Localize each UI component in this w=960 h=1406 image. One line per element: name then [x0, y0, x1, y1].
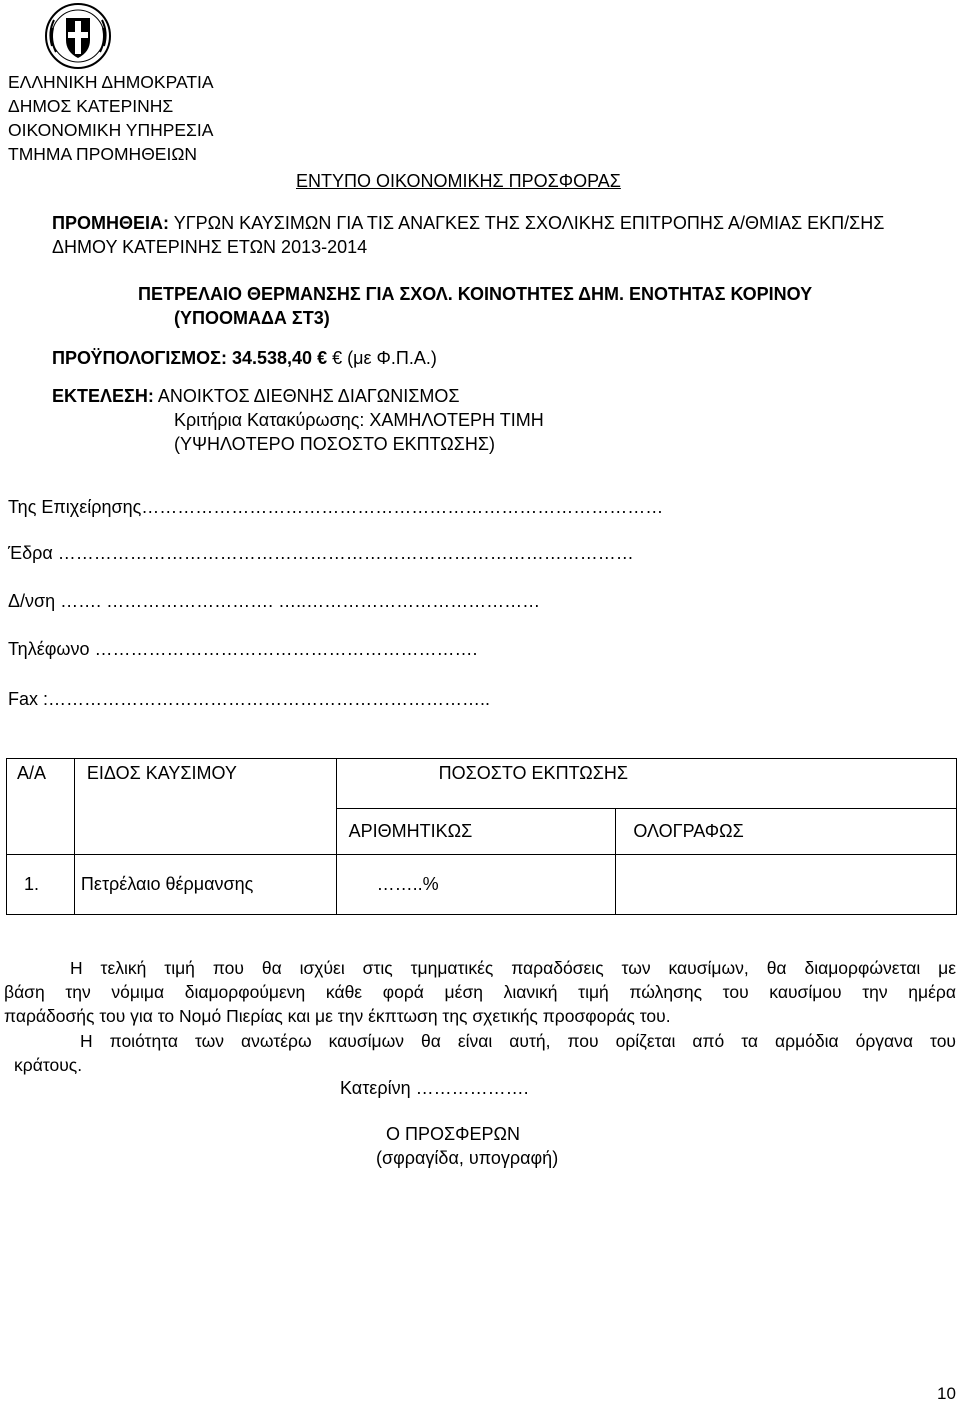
signature-title: Ο ΠΡΟΣΦΕΡΩΝ	[386, 1124, 520, 1144]
row-fuel: Πετρέλαιο θέρμανσης	[74, 855, 336, 915]
seat-field[interactable]: Έδρα ……………………………………………………………………………………	[8, 543, 634, 563]
subject-line2: (ΥΠΟΟΜΑΔΑ ΣΤ3)	[174, 308, 330, 328]
budget-label: ΠΡΟΫΠΟΛΟΓΙΣΜΟΣ:	[52, 348, 227, 368]
budget-note: € (με Φ.Π.Α.)	[332, 348, 437, 368]
execution-label: ΕΚΤΕΛΕΣΗ:	[52, 386, 154, 406]
price-paragraph-line3: παράδοσής του για το Νομό Πιερίας και με την έκπτωση της σχετικής προσφοράς του.	[4, 1006, 671, 1026]
supply-line	[52, 213, 884, 234]
subject-line1: ΠΕΤΡΕΛΑΙΟ ΘΕΡΜΑΝΣΗΣ ΓΙΑ ΣΧΟΛ. ΚΟΙΝΟΤΗΤΕΣ ΔΗΜ. ΕΝΟΤΗΤΑΣ ΚΟΡΙΝΟΥ	[138, 284, 813, 304]
execution-line	[52, 386, 459, 407]
supply-text-line2: ΔΗΜΟΥ ΚΑΤΕΡΙΝΗΣ ΕΤΩΝ 2013-2014	[52, 237, 368, 257]
col-header-aa: Α/Α	[7, 759, 75, 855]
greek-emblem-icon	[44, 2, 112, 70]
header-line-municipality: ΔΗΜΟΣ ΚΑΤΕΡΙΝΗΣ	[8, 96, 174, 116]
header-line-department: ΤΜΗΜΑ ΠΡΟΜΗΘΕΙΩΝ	[8, 144, 198, 164]
fax-field[interactable]: Fax :………………………………………………………………..	[8, 689, 491, 709]
offer-table	[6, 758, 957, 915]
page-number: 10	[937, 1384, 956, 1403]
award-criteria: Κριτήρια Κατακύρωσης: ΧΑΜΗΛΟΤΕΡΗ ΤΙΜΗ	[174, 410, 544, 430]
header-line-service: ΟΙΚΟΝΟΜΙΚΗ ΥΠΗΡΕΣΙΑ	[8, 120, 214, 140]
quality-paragraph-line1: Η ποιότητα των ανωτέρω καυσίμων θα είναι αυτή, που ορίζεται από τα αρμόδια όργανα του	[80, 1031, 956, 1051]
col-header-discount: ΠΟΣΟΣΤΟ ΕΚΠΤΩΣΗΣ	[336, 759, 956, 809]
price-paragraph-line2: βάση την νόμιμα διαμορφούμενη κάθε φορά μέση λιανική τιμή πώλησης του καυσίμου την ημέρα	[4, 982, 956, 1002]
quality-paragraph	[14, 1029, 956, 1077]
company-field[interactable]: Της Επιχείρησης……………………………………………………………………………	[8, 497, 664, 517]
col-header-numeric: ΑΡΙΘΜΗΤΙΚΩΣ	[336, 809, 616, 855]
supply-text: ΥΓΡΩΝ ΚΑΥΣΙΜΩΝ ΓΙΑ ΤΙΣ ΑΝΑΓΚΕΣ ΤΗΣ ΣΧΟΛΙΚΗΣ ΕΠΙΤΡΟΠΗΣ Α/ΘΜΙΑΣ ΕΚΠ/ΣΗΣ	[173, 213, 885, 233]
header-line-republic: ΕΛΛΗΝΙΚΗ ΔΗΜΟΚΡΑΤΙΑ	[8, 72, 214, 92]
row-discount-words[interactable]	[616, 855, 957, 915]
form-title: ΕΝΤΥΠΟ ΟΙΚΟΝΟΜΙΚΗΣ ΠΡΟΣΦΟΡΑΣ	[296, 171, 621, 191]
quality-paragraph-line2: κράτους.	[14, 1055, 83, 1075]
col-header-words: ΟΛΟΓΡΑΦΩΣ	[616, 809, 957, 855]
row-aa: 1.	[7, 855, 75, 915]
phone-field[interactable]: Τηλέφωνο ……………………………………………………….	[8, 639, 478, 659]
price-paragraph	[4, 956, 956, 1028]
col-header-fuel: ΕΙΔΟΣ ΚΑΥΣΙΜΟΥ	[74, 759, 336, 855]
award-criteria-note: (ΥΨΗΛΟΤΕΡΟ ΠΟΣΟΣΤΟ ΕΚΠΤΩΣΗΣ)	[174, 434, 496, 454]
budget-line	[52, 348, 437, 369]
signature-note: (σφραγίδα, υπογραφή)	[376, 1148, 559, 1168]
table-row	[7, 855, 957, 915]
place-date[interactable]: Κατερίνη ……………….	[340, 1078, 529, 1098]
row-discount-numeric[interactable]: ……..%	[336, 855, 616, 915]
table-header-row	[7, 759, 957, 809]
price-paragraph-line1: Η τελική τιμή που θα ισχύει στις τμηματικές παραδόσεις των καυσίμων, θα διαμορφώνεται με	[70, 958, 956, 978]
address-field[interactable]: Δ/νση ……. ………………………. …..…………………………………	[8, 591, 541, 611]
execution-value: ΑΝΟΙΚΤΟΣ ΔΙΕΘΝΗΣ ΔΙΑΓΩΝΙΣΜΟΣ	[157, 386, 460, 406]
budget-amount: 34.538,40 €	[231, 348, 328, 368]
supply-label: ΠΡΟΜΗΘΕΙΑ:	[52, 213, 169, 233]
